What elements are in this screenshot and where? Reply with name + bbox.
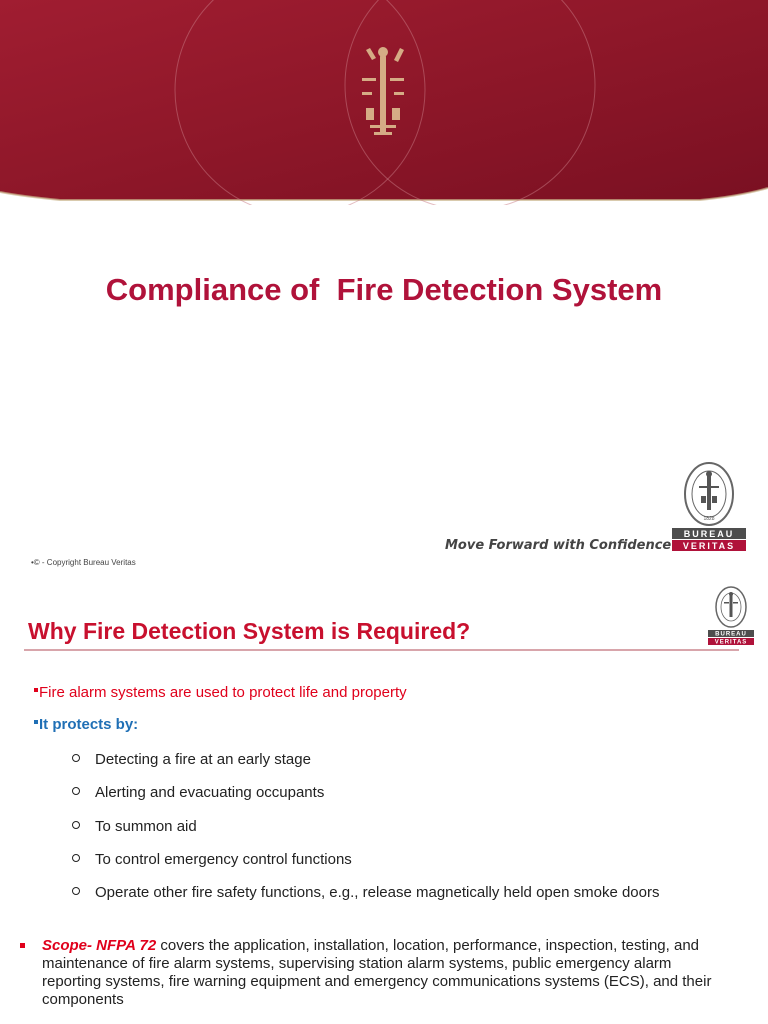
- circle-bullet-icon: [72, 787, 80, 795]
- circle-bullet-icon: [72, 887, 80, 895]
- bullet-square-icon: [34, 720, 38, 724]
- circle-bullet-icon: [72, 821, 80, 829]
- svg-text:VERITAS: VERITAS: [714, 639, 748, 646]
- circle-bullet-icon: [72, 854, 80, 862]
- bullet-square-icon: [20, 943, 25, 948]
- copyright-text: •© - Copyright Bureau Veritas: [31, 558, 136, 567]
- svg-text:VERITAS: VERITAS: [682, 541, 736, 551]
- heading-rule: [24, 649, 739, 651]
- svg-text:BUREAU: BUREAU: [715, 631, 747, 638]
- bureau-veritas-logo-small: [706, 585, 756, 647]
- scope-text: covers the application, installation, location, performance, inspection, testing, and maintenance of fire alarm systems, supervising station alarm systems, public emergency alarm reporting systems, fire warning equipment and emergency communications systems (ECS), and their components: [42, 937, 712, 1008]
- slide-title: Compliance of Fire Detection System: [105, 272, 663, 307]
- bullet-protect-life: Fire alarm systems are used to protect life and property: [34, 684, 407, 701]
- svg-text:BUREAU: BUREAU: [683, 529, 735, 539]
- banner: [0, 0, 768, 205]
- bureau-veritas-logo: [672, 460, 746, 552]
- scope-label: Scope- NFPA 72: [42, 937, 157, 954]
- bullet-protects-by: It protects by:: [34, 716, 138, 733]
- circle-bullet-icon: [72, 754, 80, 762]
- tagline: Move Forward with Confidence: [445, 538, 672, 553]
- slide-heading: Why Fire Detection System is Required?: [28, 618, 471, 644]
- content-slide: Why Fire Detection System is Required? BUREAU VERITAS Fire alarm systems are used to protect life and property It protects by: Detecting a fire at an early stage Alerting and evacuating occupants To summon aid To control emergency control functions Operate other fire safety functions, e.g., release magnetically held open smoke doors Scope- NFPA 72 covers the application, installation, location, performance, inspection, testing, and maintenance of fire alarm systems, supervising station alarm systems, public emergency alarm reporting systems, fire warning equipment and emergency communications systems (ECS), and their components: [0, 585, 768, 1024]
- bullet-square-icon: [34, 688, 38, 692]
- svg-text:1828: 1828: [703, 516, 715, 522]
